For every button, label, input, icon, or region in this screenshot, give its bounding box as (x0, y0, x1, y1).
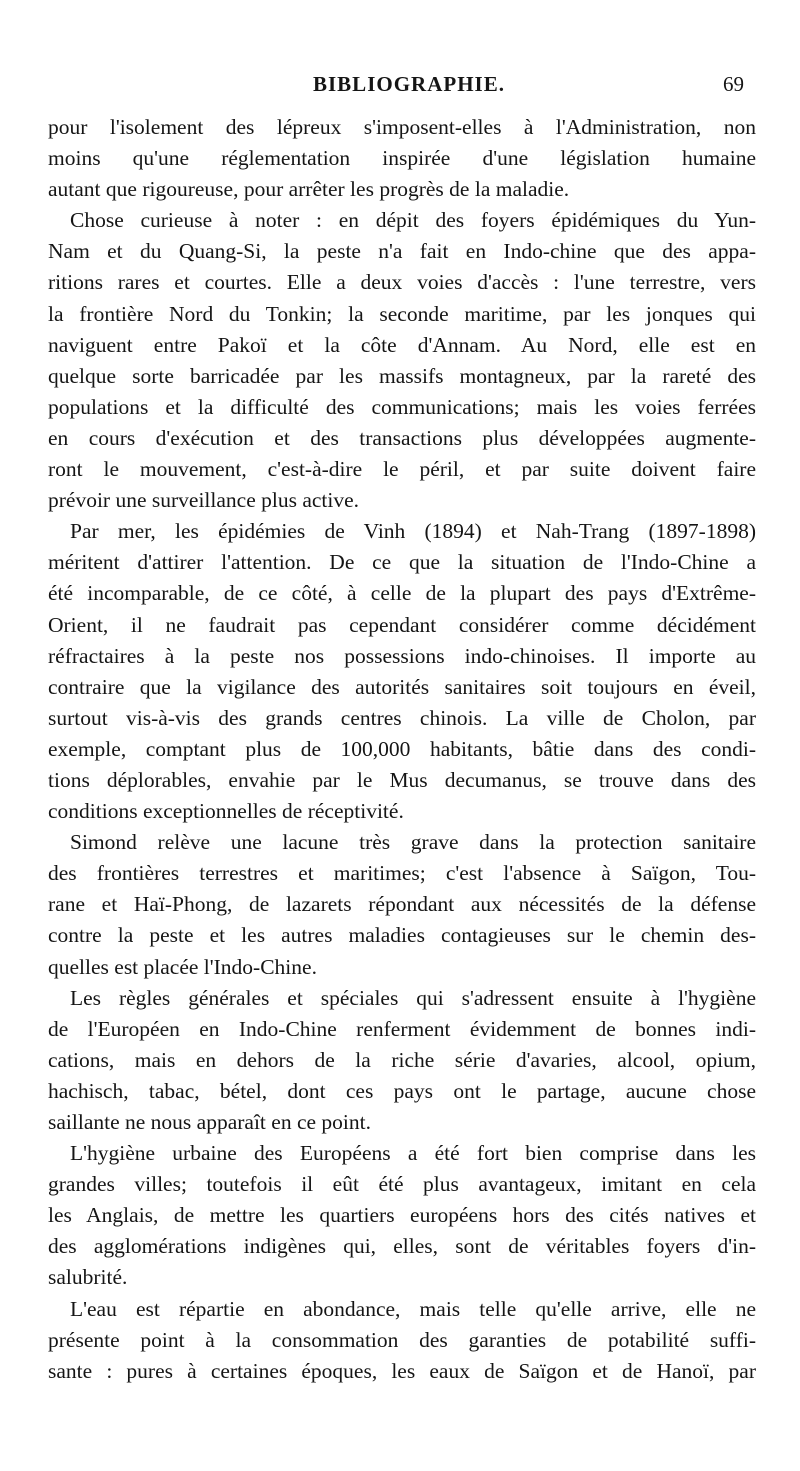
text-line: conditions exceptionnelles de réceptivité. (48, 799, 404, 824)
text-line: pour l'isolement des lépreux s'imposent-elles à l'Administration, non (48, 115, 756, 139)
text-line: grandes villes; toutefois il eût été plus avantageux, imitant en cela (48, 1172, 756, 1197)
body-text (48, 112, 756, 1387)
text-line: Chose curieuse à noter : en dépit des foyers épidémiques du Yun- (70, 208, 756, 233)
text-line: autant que rigoureuse, pour arrêter les progrès de la maladie. (48, 177, 570, 202)
text-line: la frontière Nord du Tonkin; la seconde maritime, par les jonques qui (48, 301, 756, 326)
text-line: été incomparable, de ce côté, à celle de la plupart des pays d'Extrême- (48, 581, 756, 606)
text-line: Par mer, les épidémies de Vinh (1894) et Nah-Trang (1897-1898) (70, 519, 756, 544)
text-line: contraire que la vigilance des autorités sanitaires soit toujours en éveil, (48, 674, 756, 699)
text-line: réfractaires à la peste nos possessions indo-chinoises. Il importe au (48, 643, 756, 668)
text-line: salubrité. (48, 1265, 128, 1290)
text-line: Simond relève une lacune très grave dans la protection sanitaire (70, 830, 756, 855)
text-line: contre la peste et les autres maladies contagieuses sur le chemin des- (48, 923, 756, 948)
text-line: les Anglais, de mettre les quartiers européens hors des cités natives et (48, 1203, 756, 1228)
text-line: ront le mouvement, c'est-à-dire le péril, et par suite doivent faire (48, 457, 756, 482)
paragraph (48, 983, 756, 1138)
paragraph (48, 1294, 756, 1387)
text-line: méritent d'attirer l'attention. De ce que la situation de l'Indo-Chine a (48, 550, 756, 575)
paragraph (48, 112, 756, 205)
text-line: quelles est placée l'Indo-Chine. (48, 954, 317, 979)
text-line: Les règles générales et spéciales qui s'adressent ensuite à l'hygiène (70, 985, 756, 1010)
text-line: de l'Européen en Indo-Chine renferment évidemment de bonnes indi- (48, 1016, 756, 1041)
text-line: Orient, il ne faudrait pas cependant considérer comme décidément (48, 612, 756, 637)
text-line: saillante ne nous apparaît en ce point. (48, 1110, 371, 1134)
text-line: présente point à la consommation des garanties de potabilité suffi- (48, 1327, 756, 1352)
text-line: tions déplorables, envahie par le Mus decumanus, se trouve dans des (48, 767, 756, 792)
page-number: 69 (723, 72, 744, 96)
text-line: des frontières terrestres et maritimes; c'est l'absence à Saïgon, Tou- (48, 861, 756, 886)
text-line: L'hygiène urbaine des Européens a été fort bien comprise dans les (70, 1141, 756, 1166)
text-line: prévoir une surveillance plus active. (48, 488, 360, 513)
text-line: exemple, comptant plus de 100,000 habitants, bâtie dans des condi- (48, 736, 756, 761)
text-line: naviguent entre Pakoï et la côte d'Annam. Au Nord, elle est en (48, 332, 756, 357)
paragraph (48, 205, 756, 516)
text-line: quelque sorte barricadée par les massifs montagneux, par la rareté des (48, 363, 756, 388)
text-line: ritions rares et courtes. Elle a deux voies d'accès : l'une terrestre, vers (48, 270, 756, 295)
text-line: sante : pures à certaines époques, les eaux de Saïgon et de Hanoï, par (48, 1358, 756, 1383)
text-line: des agglomérations indigènes qui, elles, sont de véritables foyers d'in- (48, 1234, 756, 1259)
text-line: Nam et du Quang-Si, la peste n'a fait en Indo-chine que des appa- (48, 239, 756, 264)
text-line: moins qu'une réglementation inspirée d'une législation humaine (48, 146, 756, 171)
running-header (60, 72, 744, 106)
running-title: BIBLIOGRAPHIE. (313, 72, 505, 96)
paragraph (48, 516, 756, 827)
text-line: L'eau est répartie en abondance, mais telle qu'elle arrive, elle ne (70, 1296, 756, 1321)
text-line: populations et la difficulté des communications; mais les voies ferrées (48, 394, 756, 419)
text-line: surtout vis-à-vis des grands centres chinois. La ville de Cholon, par (48, 705, 756, 730)
text-line: cations, mais en dehors de la riche série d'avaries, alcool, opium, (48, 1047, 756, 1072)
text-line: en cours d'exécution et des transactions plus développées augmente- (48, 425, 756, 450)
paragraph (48, 1138, 756, 1293)
text-line: rane et Haï-Phong, de lazarets répondant aux nécessités de la défense (48, 892, 756, 917)
text-line: hachisch, tabac, bétel, dont ces pays ont le partage, aucune chose (48, 1078, 756, 1103)
paragraph (48, 827, 756, 982)
